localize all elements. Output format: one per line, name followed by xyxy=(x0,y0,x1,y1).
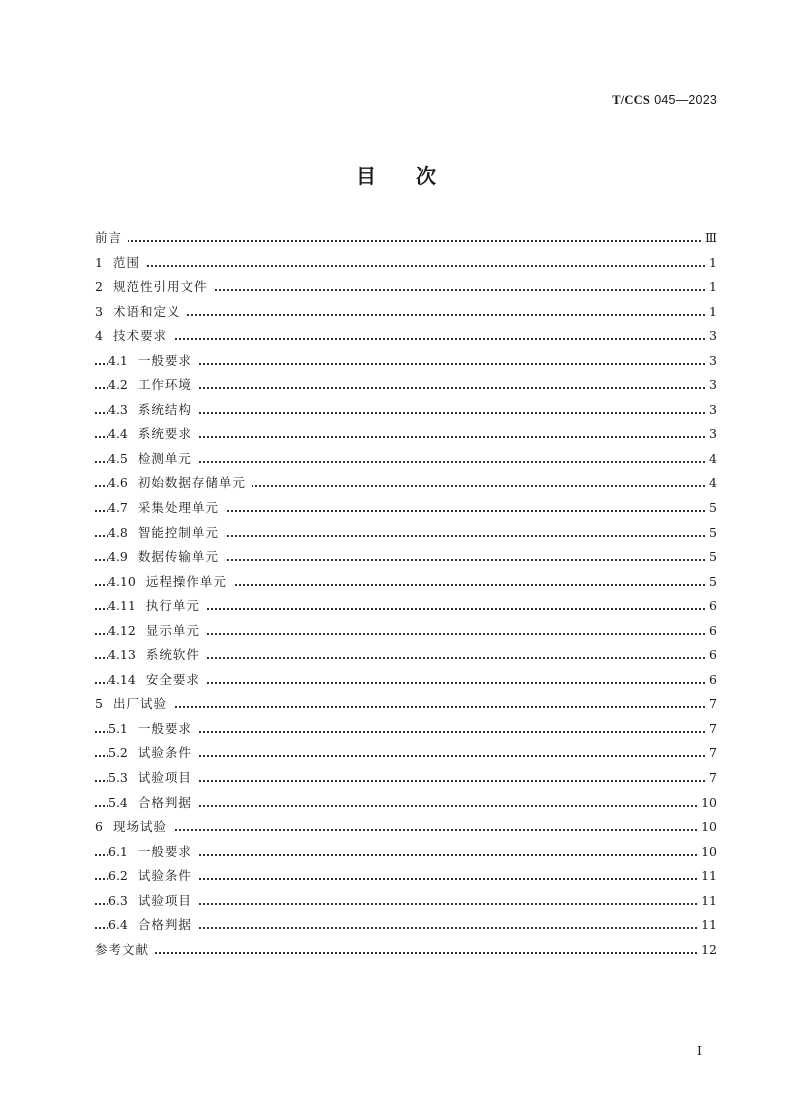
toc-entry-text: 初始数据存储单元 xyxy=(137,475,246,491)
toc-entry-number: 4.1 xyxy=(108,352,128,368)
toc-entry-page: 1 xyxy=(707,275,717,300)
dot-leader xyxy=(95,338,705,340)
toc-entry-label xyxy=(95,815,173,840)
dot-leader xyxy=(95,829,705,831)
toc-entry[interactable] xyxy=(95,521,717,546)
toc-entry-number: 1 xyxy=(95,254,103,270)
toc-entry-text: 远程操作单元 xyxy=(145,573,227,589)
toc-entry-label xyxy=(95,324,173,349)
toc-entry[interactable] xyxy=(95,545,717,570)
toc-entry[interactable] xyxy=(95,300,717,325)
toc-entry-page: 7 xyxy=(707,717,717,742)
toc-entry-page: 11 xyxy=(699,889,717,914)
toc-entry-label xyxy=(108,471,252,496)
toc-entry-text: 术语和定义 xyxy=(112,303,181,319)
toc-entry-number: 4 xyxy=(95,328,103,344)
toc-entry[interactable] xyxy=(95,373,717,398)
toc-entry-page: 3 xyxy=(707,398,717,423)
toc-entry-text: 前言 xyxy=(95,230,123,245)
toc-entry-text: 技术要求 xyxy=(112,328,167,344)
toc-entry-text: 范围 xyxy=(112,254,140,270)
toc-entry-text: 合格判据 xyxy=(137,917,192,933)
toc-entry-label xyxy=(108,521,225,546)
toc-entry-label xyxy=(108,373,198,398)
toc-entry-number: 6 xyxy=(95,819,103,835)
toc-entry[interactable] xyxy=(95,447,717,472)
toc-entry-number: 4.5 xyxy=(108,450,128,466)
toc-entry-label xyxy=(108,840,198,865)
toc-entry[interactable] xyxy=(95,570,717,595)
toc-entry-text: 出厂试验 xyxy=(112,696,167,712)
toc-entry[interactable] xyxy=(95,643,717,668)
toc-entry-page: 3 xyxy=(707,324,717,349)
dot-leader xyxy=(95,240,705,242)
toc-entry-page: 6 xyxy=(707,619,717,644)
page-title: 目次 xyxy=(356,164,476,188)
toc-entry-text: 系统结构 xyxy=(137,401,192,417)
toc-entry-number: 6.2 xyxy=(108,868,128,884)
toc-entry-label xyxy=(108,864,198,889)
toc-entry-page: 6 xyxy=(707,668,717,693)
toc-entry-page: 5 xyxy=(707,545,717,570)
toc-entry-page: 3 xyxy=(707,373,717,398)
toc-entry-number: 6.4 xyxy=(108,917,128,933)
toc-entry[interactable] xyxy=(95,840,717,865)
toc-entry[interactable] xyxy=(95,398,717,423)
toc-entry-label xyxy=(108,398,198,423)
toc-entry[interactable] xyxy=(95,226,717,251)
toc-entry-number: 4.8 xyxy=(108,524,128,540)
toc-entry-page: 10 xyxy=(699,791,717,816)
toc-entry[interactable] xyxy=(95,938,717,963)
toc-entry-label xyxy=(108,741,198,766)
dot-leader xyxy=(95,952,705,954)
toc-entry-text: 显示单元 xyxy=(145,622,200,638)
toc-entry-page: 10 xyxy=(699,840,717,865)
toc-entry-label xyxy=(108,889,198,914)
toc-entry-label xyxy=(108,422,198,447)
toc-entry-label xyxy=(108,447,198,472)
toc-entry-page: 7 xyxy=(707,741,717,766)
toc-entry-text: 试验项目 xyxy=(137,892,192,908)
toc-entry-number: 4.10 xyxy=(108,573,136,589)
toc-entry-text: 规范性引用文件 xyxy=(112,279,208,295)
toc-entry-number: 4.6 xyxy=(108,475,128,491)
toc-entry-text: 一般要求 xyxy=(137,720,192,736)
standard-prefix: T/CCS xyxy=(612,93,651,107)
toc-entry[interactable] xyxy=(95,422,717,447)
toc-entry-label xyxy=(108,570,233,595)
toc-entry-text: 试验条件 xyxy=(137,745,192,761)
toc-entry-number: 4.2 xyxy=(108,377,128,393)
toc-entry-page: 4 xyxy=(707,471,717,496)
toc-entry[interactable] xyxy=(95,815,717,840)
toc-entry-page: Ⅲ xyxy=(703,226,717,251)
toc-entry-page: 5 xyxy=(707,496,717,521)
toc-entry-page: 12 xyxy=(699,938,717,963)
toc-entry[interactable] xyxy=(95,349,717,374)
toc-entry-number: 3 xyxy=(95,303,103,319)
toc-entry-label xyxy=(108,717,198,742)
toc-entry-text: 试验项目 xyxy=(137,770,192,786)
toc-entry-number: 5 xyxy=(95,696,103,712)
toc-entry-page: 4 xyxy=(707,447,717,472)
toc-entry[interactable] xyxy=(95,619,717,644)
toc-entry-text: 系统软件 xyxy=(145,647,200,663)
footer-page-number: I xyxy=(697,1043,702,1058)
toc-entry[interactable] xyxy=(95,275,717,300)
dot-leader xyxy=(95,706,705,708)
toc-entry-label xyxy=(95,938,155,963)
dot-leader xyxy=(95,265,705,267)
toc-entry-text: 智能控制单元 xyxy=(137,524,219,540)
toc-entry-number: 4.13 xyxy=(108,647,136,663)
toc-entry-text: 合格判据 xyxy=(137,794,192,810)
toc-entry-number: 4.4 xyxy=(108,426,128,442)
toc-entry-page: 3 xyxy=(707,422,717,447)
toc-entry[interactable] xyxy=(95,913,717,938)
toc-entry-number: 6.1 xyxy=(108,843,128,859)
toc-entry-label xyxy=(108,349,198,374)
toc-entry-text: 一般要求 xyxy=(137,843,192,859)
toc-entry[interactable] xyxy=(95,324,717,349)
toc-entry-label xyxy=(108,545,225,570)
toc-entry-label xyxy=(95,692,173,717)
toc-entry-page: 6 xyxy=(707,643,717,668)
toc-entry-number: 4.11 xyxy=(108,598,136,614)
toc-entry-text: 参考文献 xyxy=(95,941,150,957)
toc-entry-page: 6 xyxy=(707,594,717,619)
toc-entry-text: 采集处理单元 xyxy=(137,500,219,516)
toc-entry-label xyxy=(108,913,198,938)
toc-entry-number: 5.4 xyxy=(108,794,128,810)
toc-entry[interactable] xyxy=(95,766,717,791)
toc-entry[interactable] xyxy=(95,864,717,889)
toc-entry[interactable] xyxy=(95,717,717,742)
toc-entry-label xyxy=(108,668,206,693)
toc-entry-number: 4.9 xyxy=(108,549,128,565)
standard-code xyxy=(612,92,717,108)
toc-entry[interactable] xyxy=(95,251,717,276)
toc-entry-text: 现场试验 xyxy=(112,819,167,835)
toc-entry[interactable] xyxy=(95,692,717,717)
toc-entry-page: 10 xyxy=(699,815,717,840)
toc-entry-text: 工作环境 xyxy=(137,377,192,393)
standard-number: 045—2023 xyxy=(654,93,717,107)
toc-entry-text: 安全要求 xyxy=(145,671,200,687)
toc-entry-label xyxy=(108,766,198,791)
toc-entry-text: 检测单元 xyxy=(137,450,192,466)
toc-entry-page: 7 xyxy=(707,766,717,791)
toc-entry-label xyxy=(108,791,198,816)
toc-entry-page: 11 xyxy=(699,864,717,889)
toc-entry-number: 5.1 xyxy=(108,720,128,736)
toc-entry[interactable] xyxy=(95,471,717,496)
toc-entry-label xyxy=(108,619,206,644)
toc-entry[interactable] xyxy=(95,889,717,914)
toc-entry-label xyxy=(95,300,186,325)
toc-entry-number: 2 xyxy=(95,279,103,295)
toc-entry[interactable] xyxy=(95,741,717,766)
toc-entry-label xyxy=(95,226,128,251)
toc-entry-page: 3 xyxy=(707,349,717,374)
toc-entry-text: 执行单元 xyxy=(145,598,200,614)
toc-entry-text: 系统要求 xyxy=(137,426,192,442)
toc-entry[interactable] xyxy=(95,668,717,693)
toc-entry-number: 4.7 xyxy=(108,500,128,516)
toc-entry-page: 7 xyxy=(707,692,717,717)
toc-entry-text: 数据传输单元 xyxy=(137,549,219,565)
toc-entry-label xyxy=(108,594,206,619)
toc-entry-page: 1 xyxy=(707,251,717,276)
toc-entry-label xyxy=(108,643,206,668)
toc-entry-number: 5.2 xyxy=(108,745,128,761)
toc-entry-text: 试验条件 xyxy=(137,868,192,884)
toc-entry-number: 4.3 xyxy=(108,401,128,417)
toc-entry[interactable] xyxy=(95,791,717,816)
toc-entry-text: 一般要求 xyxy=(137,352,192,368)
toc-entry-number: 5.3 xyxy=(108,770,128,786)
toc-entry-page: 1 xyxy=(707,300,717,325)
toc-entry-label xyxy=(95,251,146,276)
toc-entry[interactable] xyxy=(95,594,717,619)
toc-entry-number: 6.3 xyxy=(108,892,128,908)
toc-entry[interactable] xyxy=(95,496,717,521)
table-of-contents xyxy=(95,226,717,962)
toc-entry-label xyxy=(108,496,225,521)
toc-entry-label xyxy=(95,275,213,300)
dot-leader xyxy=(95,314,705,316)
toc-entry-number: 4.14 xyxy=(108,671,136,687)
toc-entry-page: 5 xyxy=(707,521,717,546)
toc-entry-page: 5 xyxy=(707,570,717,595)
toc-entry-number: 4.12 xyxy=(108,622,136,638)
toc-entry-page: 11 xyxy=(699,913,717,938)
